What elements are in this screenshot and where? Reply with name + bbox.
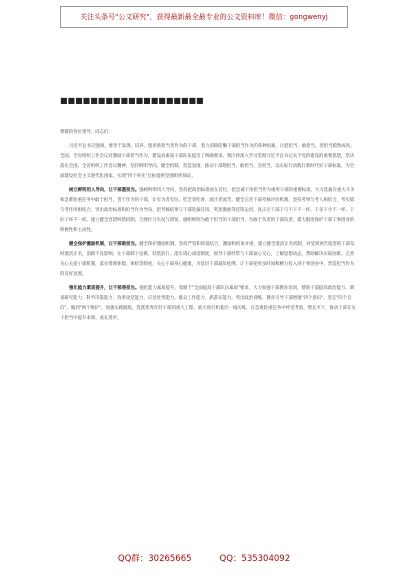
paragraph-3-text: 健全保护激励机制，坚持严管和厚爱结合，激励和约束并重，建立健全澄清正名机制，对受到诬告陷害的干部及时澄清正名，消除不良影响，让干部卸下包袱、轻装前行。落实谈心谈话制度，领导干部经常与干部谈心交心，了解思想动态，帮助解决实际困难。完善关心关爱干部机制，落实带薪休假、体检等制度，关心干部身心健康，为基层干部减负松绑，让干部把更多时间和精力投入到干事创业中，营造担当作为的良好氛围。: [60, 242, 355, 277]
paragraph-1: [60, 142, 356, 182]
document-title: ■■■■■■■■■■■■■■■■■■■: [60, 96, 204, 105]
paragraph-2-lead: 树立鲜明用人导向，让干部愿担当。: [69, 188, 140, 193]
paragraph-3: [60, 240, 356, 280]
paragraph-2-text: 强树鲜明用人导向，坚持把政治标准放在首位，把忠诚干净担当作为重用干部的重要标准，大力选拔在重大斗争和急难险重任务中敢于担当、善于作为的干部，让有为者有位、吃苦者吃香、流汗者流芳。健全完善干部考核评价机制，坚持考事与考人相结合，考实绩与考作风相结合，突出政治标准和担当作为导向，把考核结果与干部选拔任用、奖惩激励等挂钩运用，真正让干部干与不干不一样、干多干少不一样、干好干坏不一样。建立健全容错纠错机制，合理区分失误与错误，旗帜鲜明为敢于担当的干部担当、为敢于负责的干部负责，最大限度保护干部干事创业的积极性和主动性。: [60, 188, 355, 233]
paragraph-4-text: 强化能力素质提升，着眼于"全面提高干部队伍素质"要求，大力加强干部教育培训，帮助干部提高政治能力、调查研究能力、科学决策能力、改革攻坚能力、应急处突能力、群众工作能力、抓落实能力。突出政治训练，教育引导干部增强"四个意识"、坚定"四个自信"、做到"两个维护"。加强实践锻炼，选派优秀年轻干部到重大工程、重大项目和基层一线历练，在急难险重任务中经受考验、增长才干，推动干部在实干担当中提升本领、成长进步。: [60, 286, 356, 321]
document-body: [60, 128, 356, 328]
salutation: 尊敬的各位领导、同志们：: [60, 130, 113, 135]
paragraph-1-text: 习近平总书记强调，要善于发现、培养、使用新担当善作为的干部，着力消除防懒干部担当作为的各种因素，让愿担当、敢担当、善担当蔚然成风。全国、全省组织工作会议对激励干部担当作为，建设高素质干部队伍提出了明确要求。我区将深入学习贯彻习近平总书记关于党的建设的重要思想，坚决落实全国、全省组织工作会议精神，坚持鲜明导向、健全机制、营造氛围，推动干部想担当、敢担当、会担当，以实际行动践行新时代好干部标准，为全面建设社会主义现代化国家、实现"四个率先"目标提供坚强组织保证。: [60, 144, 355, 179]
qq-group-text: QQ群：30265665: [117, 554, 192, 564]
promo-banner: [60, 6, 348, 28]
paragraph-2: [60, 186, 356, 236]
promo-banner-text: 关注头条号"公文研究"，获得最新最全最专业的公文资料库！微信：gongwenyj: [80, 13, 328, 21]
contact-footer: [0, 550, 408, 566]
qq-text: QQ：535304092: [219, 554, 291, 564]
paragraph-4: [60, 284, 356, 324]
paragraph-3-lead: 健全保护激励机制，让干部敢担当。: [69, 242, 140, 247]
paragraph-4-lead: 强化能力素质提升，让干部善担当。: [69, 286, 140, 291]
